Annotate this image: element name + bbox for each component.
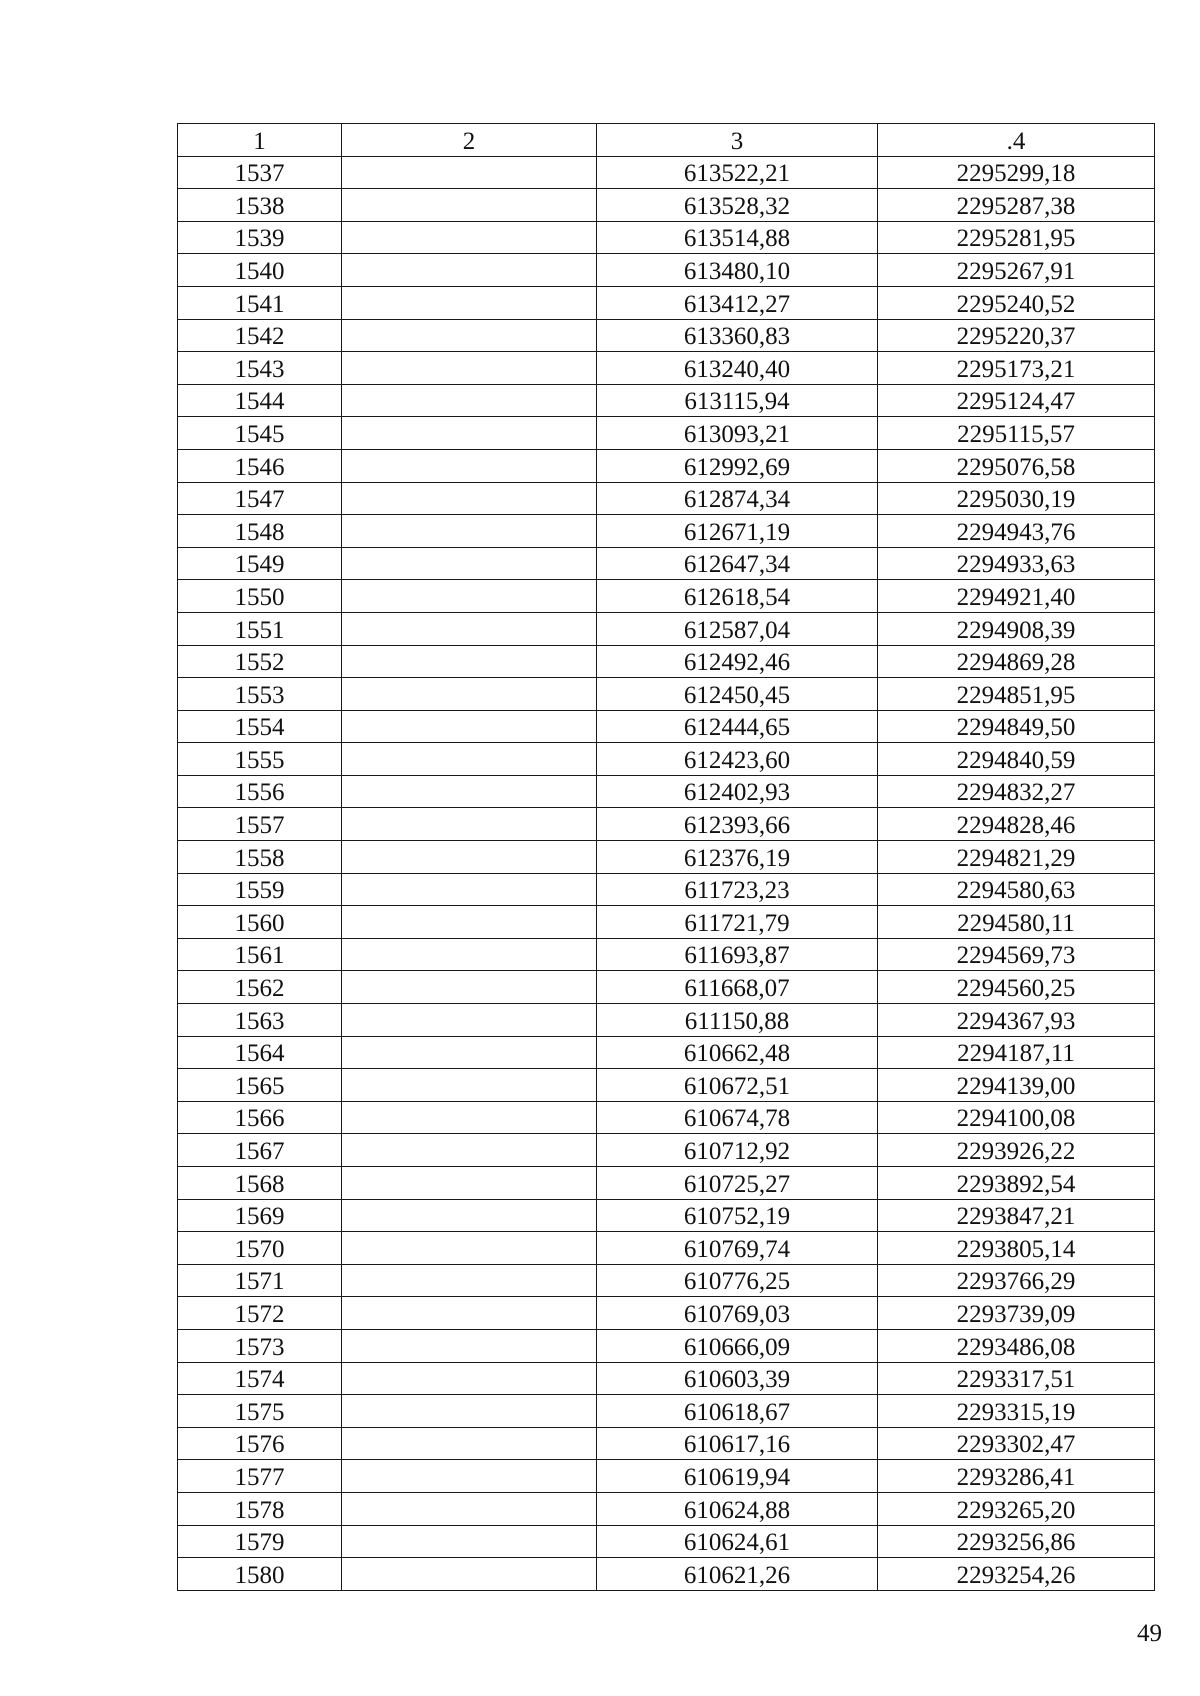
coordinate-y-cell: 2294821,29 [878,841,1155,874]
point-number-cell: 1544 [178,384,342,417]
column-header-2: 2 [342,124,597,157]
table-row [178,808,1155,841]
point-number-cell: 1545 [178,417,342,450]
coordinate-x-cell: 612671,19 [597,515,878,548]
empty-cell [342,938,597,971]
coordinate-y-cell: 2295115,57 [878,417,1155,450]
point-number-cell: 1579 [178,1525,342,1558]
coordinate-x-cell: 612992,69 [597,449,878,482]
point-number-cell: 1572 [178,1297,342,1330]
point-number-cell: 1561 [178,938,342,971]
coordinate-y-cell: 2294367,93 [878,1004,1155,1037]
empty-cell [342,1427,597,1460]
table-row [178,612,1155,645]
empty-cell [342,1232,597,1265]
coordinate-x-cell: 612393,66 [597,808,878,841]
empty-cell [342,645,597,678]
coordinate-x-cell: 613240,40 [597,352,878,385]
empty-cell [342,1036,597,1069]
point-number-cell: 1563 [178,1004,342,1037]
column-header-1: 1 [178,124,342,157]
coordinate-x-cell: 610725,27 [597,1167,878,1200]
coordinate-y-cell: 2295220,37 [878,319,1155,352]
table-row [178,1199,1155,1232]
coordinate-y-cell: 2294908,39 [878,612,1155,645]
empty-cell [342,1069,597,1102]
coordinate-x-cell: 612647,34 [597,547,878,580]
empty-cell [342,547,597,580]
empty-cell [342,1101,597,1134]
empty-cell [342,515,597,548]
table-row [178,678,1155,711]
coordinate-y-cell: 2293254,26 [878,1558,1155,1591]
table-row [178,971,1155,1004]
coordinate-x-cell: 610624,88 [597,1492,878,1525]
coordinate-y-cell: 2294840,59 [878,743,1155,776]
coordinate-x-cell: 612376,19 [597,841,878,874]
point-number-cell: 1564 [178,1036,342,1069]
coordinate-y-cell: 2293805,14 [878,1232,1155,1265]
coordinate-x-cell: 612444,65 [597,710,878,743]
empty-cell [342,384,597,417]
point-number-cell: 1567 [178,1134,342,1167]
point-number-cell: 1578 [178,1492,342,1525]
table-row [178,1525,1155,1558]
point-number-cell: 1571 [178,1264,342,1297]
coordinate-x-cell: 610618,67 [597,1395,878,1428]
coordinate-x-cell: 613093,21 [597,417,878,450]
coordinate-x-cell: 610752,19 [597,1199,878,1232]
coordinate-x-cell: 613514,88 [597,221,878,254]
table-row [178,1460,1155,1493]
empty-cell [342,1329,597,1362]
table-row [178,1395,1155,1428]
point-number-cell: 1565 [178,1069,342,1102]
coordinate-y-cell: 2294869,28 [878,645,1155,678]
empty-cell [342,1460,597,1493]
table-row [178,384,1155,417]
coordinate-y-cell: 2295267,91 [878,254,1155,287]
empty-cell [342,775,597,808]
empty-cell [342,971,597,1004]
table-row [178,1362,1155,1395]
coordinate-x-cell: 611150,88 [597,1004,878,1037]
point-number-cell: 1554 [178,710,342,743]
empty-cell [342,841,597,874]
table-row [178,156,1155,189]
point-number-cell: 1576 [178,1427,342,1460]
coordinate-y-cell: 2294851,95 [878,678,1155,711]
coordinate-x-cell: 612450,45 [597,678,878,711]
empty-cell [342,580,597,613]
coordinate-x-cell: 610769,74 [597,1232,878,1265]
point-number-cell: 1557 [178,808,342,841]
point-number-cell: 1580 [178,1558,342,1591]
coordinate-y-cell: 2293766,29 [878,1264,1155,1297]
empty-cell [342,449,597,482]
coordinate-y-cell: 2293265,20 [878,1492,1155,1525]
coordinate-x-cell: 612587,04 [597,612,878,645]
table-body [178,156,1155,1590]
empty-cell [342,482,597,515]
empty-cell [342,1492,597,1525]
empty-cell [342,1395,597,1428]
point-number-cell: 1541 [178,286,342,319]
coordinate-x-cell: 612492,46 [597,645,878,678]
empty-cell [342,678,597,711]
table-header-row [178,124,1155,157]
coordinate-y-cell: 2294943,76 [878,515,1155,548]
coordinate-y-cell: 2293315,19 [878,1395,1155,1428]
coordinate-x-cell: 610776,25 [597,1264,878,1297]
empty-cell [342,1004,597,1037]
coordinate-x-cell: 610666,09 [597,1329,878,1362]
point-number-cell: 1577 [178,1460,342,1493]
coordinate-y-cell: 2293739,09 [878,1297,1155,1330]
coordinate-x-cell: 610674,78 [597,1101,878,1134]
empty-cell [342,1134,597,1167]
table-row [178,1232,1155,1265]
point-number-cell: 1546 [178,449,342,482]
empty-cell [342,156,597,189]
point-number-cell: 1560 [178,906,342,939]
coordinate-x-cell: 610617,16 [597,1427,878,1460]
coordinate-y-cell: 2294139,00 [878,1069,1155,1102]
point-number-cell: 1573 [178,1329,342,1362]
coordinate-y-cell: 2293256,86 [878,1525,1155,1558]
empty-cell [342,743,597,776]
point-number-cell: 1569 [178,1199,342,1232]
table-row [178,319,1155,352]
coordinate-y-cell: 2294828,46 [878,808,1155,841]
coordinate-x-cell: 613480,10 [597,254,878,287]
point-number-cell: 1575 [178,1395,342,1428]
coordinate-y-cell: 2293926,22 [878,1134,1155,1167]
coordinate-x-cell: 611723,23 [597,873,878,906]
table-row [178,873,1155,906]
coordinate-y-cell: 2294187,11 [878,1036,1155,1069]
coordinate-x-cell: 610624,61 [597,1525,878,1558]
coordinate-x-cell: 613115,94 [597,384,878,417]
point-number-cell: 1558 [178,841,342,874]
empty-cell [342,873,597,906]
point-number-cell: 1550 [178,580,342,613]
coordinate-y-cell: 2295076,58 [878,449,1155,482]
point-number-cell: 1552 [178,645,342,678]
point-number-cell: 1574 [178,1362,342,1395]
table-row [178,221,1155,254]
empty-cell [342,1264,597,1297]
coordinate-x-cell: 610662,48 [597,1036,878,1069]
table-row [178,1134,1155,1167]
point-number-cell: 1547 [178,482,342,515]
table-row [178,1427,1155,1460]
point-number-cell: 1551 [178,612,342,645]
point-number-cell: 1543 [178,352,342,385]
coordinate-x-cell: 612402,93 [597,775,878,808]
empty-cell [342,286,597,319]
table-row [178,906,1155,939]
coordinate-x-cell: 610621,26 [597,1558,878,1591]
table-row [178,1297,1155,1330]
coordinate-x-cell: 612874,34 [597,482,878,515]
coordinate-y-cell: 2294100,08 [878,1101,1155,1134]
coordinate-x-cell: 613528,32 [597,189,878,222]
table-row [178,938,1155,971]
table-row [178,1558,1155,1591]
empty-cell [342,319,597,352]
coordinate-x-cell: 610619,94 [597,1460,878,1493]
point-number-cell: 1555 [178,743,342,776]
point-number-cell: 1566 [178,1101,342,1134]
coordinate-y-cell: 2293302,47 [878,1427,1155,1460]
coordinate-y-cell: 2294832,27 [878,775,1155,808]
empty-cell [342,710,597,743]
coordinate-y-cell: 2293317,51 [878,1362,1155,1395]
empty-cell [342,189,597,222]
coordinate-x-cell: 611721,79 [597,906,878,939]
empty-cell [342,221,597,254]
coordinate-x-cell: 610603,39 [597,1362,878,1395]
empty-cell [342,1199,597,1232]
table-row [178,352,1155,385]
table-row [178,775,1155,808]
coordinate-y-cell: 2294560,25 [878,971,1155,1004]
table-row [178,710,1155,743]
table-row [178,743,1155,776]
point-number-cell: 1549 [178,547,342,580]
empty-cell [342,808,597,841]
table-row [178,449,1155,482]
point-number-cell: 1553 [178,678,342,711]
point-number-cell: 1540 [178,254,342,287]
coordinate-y-cell: 2295281,95 [878,221,1155,254]
table-row [178,1167,1155,1200]
coordinate-x-cell: 611693,87 [597,938,878,971]
coordinate-y-cell: 2294580,11 [878,906,1155,939]
point-number-cell: 1548 [178,515,342,548]
coordinate-y-cell: 2295299,18 [878,156,1155,189]
empty-cell [342,352,597,385]
empty-cell [342,612,597,645]
point-number-cell: 1537 [178,156,342,189]
table-row [178,286,1155,319]
coordinate-y-cell: 2294569,73 [878,938,1155,971]
coordinate-y-cell: 2295124,47 [878,384,1155,417]
point-number-cell: 1570 [178,1232,342,1265]
coordinate-x-cell: 613522,21 [597,156,878,189]
table-row [178,1036,1155,1069]
empty-cell [342,254,597,287]
table-row [178,1264,1155,1297]
coordinates-table [177,123,1155,1591]
table-row [178,417,1155,450]
point-number-cell: 1539 [178,221,342,254]
coordinate-x-cell: 610672,51 [597,1069,878,1102]
empty-cell [342,1362,597,1395]
point-number-cell: 1562 [178,971,342,1004]
point-number-cell: 1542 [178,319,342,352]
coordinate-x-cell: 613412,27 [597,286,878,319]
coordinate-y-cell: 2294933,63 [878,547,1155,580]
empty-cell [342,1297,597,1330]
point-number-cell: 1556 [178,775,342,808]
page-number: 49 [1137,1620,1162,1647]
coordinate-y-cell: 2294580,63 [878,873,1155,906]
empty-cell [342,1525,597,1558]
coordinate-y-cell: 2293847,21 [878,1199,1155,1232]
table-row [178,1004,1155,1037]
coordinate-x-cell: 612618,54 [597,580,878,613]
table-row [178,547,1155,580]
empty-cell [342,1167,597,1200]
table-row [178,189,1155,222]
coordinate-x-cell: 610712,92 [597,1134,878,1167]
coordinate-y-cell: 2293486,08 [878,1329,1155,1362]
empty-cell [342,906,597,939]
table-row [178,254,1155,287]
empty-cell [342,1558,597,1591]
empty-cell [342,417,597,450]
coordinate-x-cell: 611668,07 [597,971,878,1004]
table-row [178,515,1155,548]
table-row [178,482,1155,515]
point-number-cell: 1559 [178,873,342,906]
table-row [178,1069,1155,1102]
point-number-cell: 1538 [178,189,342,222]
coordinate-y-cell: 2293892,54 [878,1167,1155,1200]
coordinate-x-cell: 612423,60 [597,743,878,776]
coordinate-y-cell: 2293286,41 [878,1460,1155,1493]
table-row [178,1101,1155,1134]
coordinate-y-cell: 2294921,40 [878,580,1155,613]
table-row [178,841,1155,874]
coordinate-y-cell: 2294849,50 [878,710,1155,743]
table-row [178,580,1155,613]
coordinate-x-cell: 610769,03 [597,1297,878,1330]
coordinate-y-cell: 2295173,21 [878,352,1155,385]
coordinate-y-cell: 2295240,52 [878,286,1155,319]
column-header-3: 3 [597,124,878,157]
coordinate-y-cell: 2295030,19 [878,482,1155,515]
coordinate-x-cell: 613360,83 [597,319,878,352]
coordinate-y-cell: 2295287,38 [878,189,1155,222]
point-number-cell: 1568 [178,1167,342,1200]
table-row [178,645,1155,678]
table-row [178,1492,1155,1525]
column-header-4: .4 [878,124,1155,157]
table-row [178,1329,1155,1362]
